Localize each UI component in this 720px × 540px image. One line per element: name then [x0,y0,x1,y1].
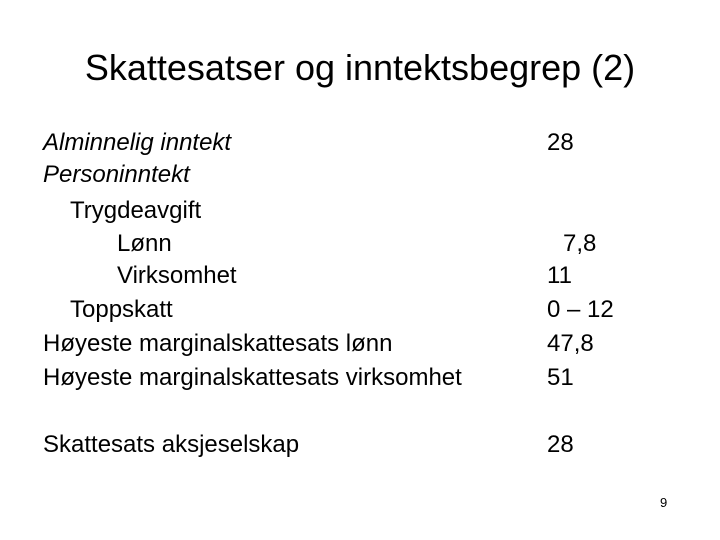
row-personinntekt [0,158,720,192]
slide-title: Skattesatser og inntektsbegrep (2) [84,47,636,88]
row-label: Lønn [117,230,172,257]
row-value: 0 – 12 [547,296,614,323]
row-trygdeavgift [0,194,720,228]
row-toppskatt [0,293,720,327]
row-value: 28 [547,129,574,156]
row-hoyeste-lonn [0,327,720,361]
row-label: Høyeste marginalskattesats virksomhet [43,364,462,391]
row-label: Trygdeavgift [70,197,202,224]
row-label: Virksomhet [117,262,237,289]
row-hoyeste-virksomhet [0,361,720,395]
row-label: Skattesats aksjeselskap [43,431,300,458]
row-value: 47,8 [547,330,594,357]
row-value: 11 [547,262,572,289]
row-skattesats-aksjeselskap [0,428,720,462]
row-value: 7,8 [563,230,597,257]
row-label: Personinntekt [43,161,190,188]
row-lonn [0,227,720,261]
row-value: 28 [547,431,574,458]
row-virksomhet [0,259,720,293]
row-label: Høyeste marginalskattesats lønn [43,330,393,357]
page-number: 9 [660,495,668,510]
row-label: Alminnelig inntekt [43,129,232,156]
row-value: 51 [547,364,574,391]
row-label: Toppskatt [70,296,173,323]
row-alminnelig-inntekt [0,126,720,160]
